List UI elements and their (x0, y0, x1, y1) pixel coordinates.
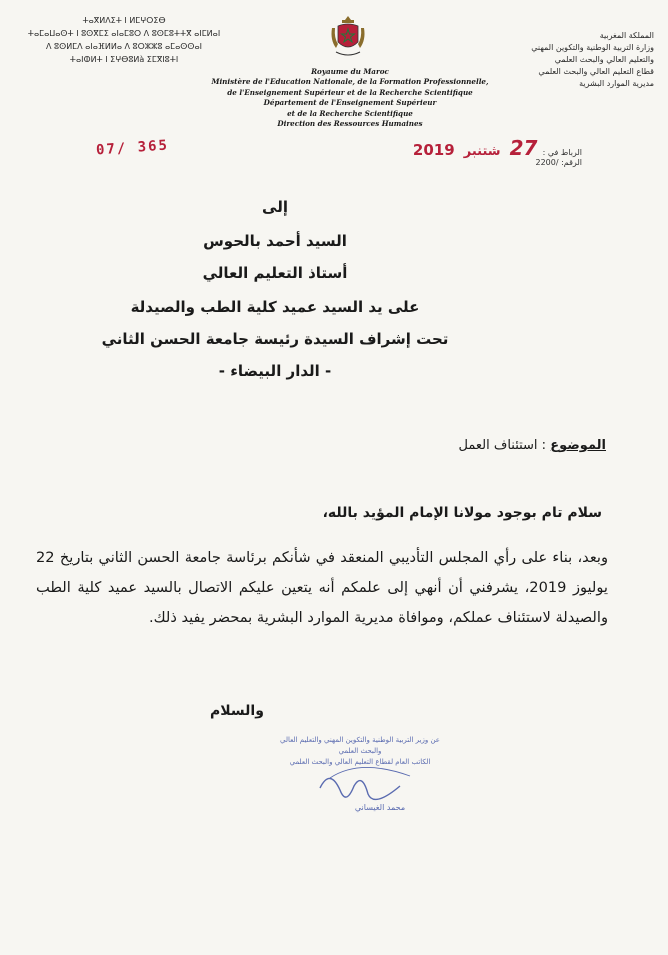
addressee-name: السيد أحمد بالحوس (203, 232, 347, 250)
date-day: 27 (509, 136, 538, 160)
addressee-to: إلى (262, 198, 288, 216)
royal-crest-icon (326, 14, 370, 60)
letter-body: وبعد، بناء على رأي المجلس التأديبي المنعقد في شأنكم برئاسة جامعة الحسن الثاني بتاريخ 22 يوليوز 2019، يشرفني أن أنهي إلى علمكم أنه يتعين عليكم الاتصال بالسيد عميد كلية الطب والصيدلة لاستئناف عملكم، وموافاة مديرية الموارد البشرية بمحضر يفيد ذلك. (36, 549, 608, 626)
greeting: سلام تام بوجود مولانا الإمام المؤيد بالله، (322, 505, 602, 521)
signature-line-2: والبحث العلمي (338, 747, 382, 755)
addressee-via: على يد السيد عميد كلية الطب والصيدلة (130, 298, 420, 316)
subject-line (459, 438, 607, 453)
arabic-header (464, 30, 654, 90)
signature-line-3: الكاتب العام لقطاع التعليم العالي والبحث العلمي (289, 758, 431, 766)
addressee-title: أستاذ التعليم العالي (202, 264, 348, 282)
signature-name: محمد الغيساني (354, 803, 406, 812)
date-label: الرباط في : (542, 148, 582, 157)
signature-stamp (250, 728, 470, 823)
tifinagh-header (14, 14, 234, 66)
french-header-line: Direction des Ressources Humaines (277, 119, 423, 129)
stamp-number: 07/ 365 (95, 137, 170, 159)
closing: والسلام (210, 703, 264, 719)
tifinagh-line: ⵜⴰⵏⵀⵍⵜ ⵏ ⵉⵖⴱⵓⵍà ⵉⵎⴳⵏⵓⵜⵏ (69, 55, 179, 64)
arabic-header-line: قطاع التعليم العالي والبحث العلمي (538, 67, 654, 76)
tifinagh-line: ⴷ ⵓⵙⵍⵎⴷ ⴰⵏⴰⴼⵍⵍⴰ ⴷ ⵓⵔⵣⵣⵓ ⴰⵎⴰⵙⵙⴰⵏ (46, 42, 202, 51)
date-line (413, 136, 582, 160)
french-header (200, 67, 500, 129)
arabic-header-line: وزارة التربية الوطنية والتكوين المهني (531, 43, 654, 52)
addressee-city: - الدار البيضاء - (218, 362, 332, 380)
date-year: 2019 (412, 141, 455, 159)
french-header-line: Département de l'Enseignement Supérieur (263, 98, 437, 108)
signature-line-1: عن وزير التربية الوطنية والتكوين المهني والتعليم العالي (280, 736, 440, 744)
arabic-header-line: والتعليم العالي والبحث العلمي (554, 55, 654, 64)
french-header-line: Ministère de l'Education Nationale, de la Formation Professionnelle, (211, 77, 489, 87)
date-month: شتنبر (463, 144, 501, 159)
french-header-line: de l'Enseignement Supérieur et de la Recherche Scientifique (227, 87, 473, 97)
subject-label: الموضوع (550, 438, 606, 453)
arabic-header-line: المملكة المغربية (599, 31, 654, 40)
tifinagh-line: ⵜⴰⴳⵍⴷⵉⵜ ⵏ ⵍⵎⵖⵔⵉⴱ (82, 16, 166, 25)
addressee-supervision: تحت إشراف السيدة رئيسة جامعة الحسن الثاني (101, 330, 449, 348)
french-header-line: Royaume du Maroc (311, 67, 389, 76)
reference-number: الرقم: /2200 (535, 158, 582, 167)
subject-text: : استئناف العمل (458, 438, 547, 453)
french-header-line: et de la Recherche Scientifique (287, 108, 413, 118)
tifinagh-line: ⵜⴰⵎⴰⵡⴰⵙⵜ ⵏ ⵓⵙⴳⵎⵉ ⴰⵏⴰⵎⵓⵔ ⴷ ⵓⵙⵎⵓⵜⵜⴳ ⴰⵏⵎⵍⴰⵏ (27, 29, 221, 38)
arabic-header-line: مديرية الموارد البشرية (579, 79, 654, 88)
